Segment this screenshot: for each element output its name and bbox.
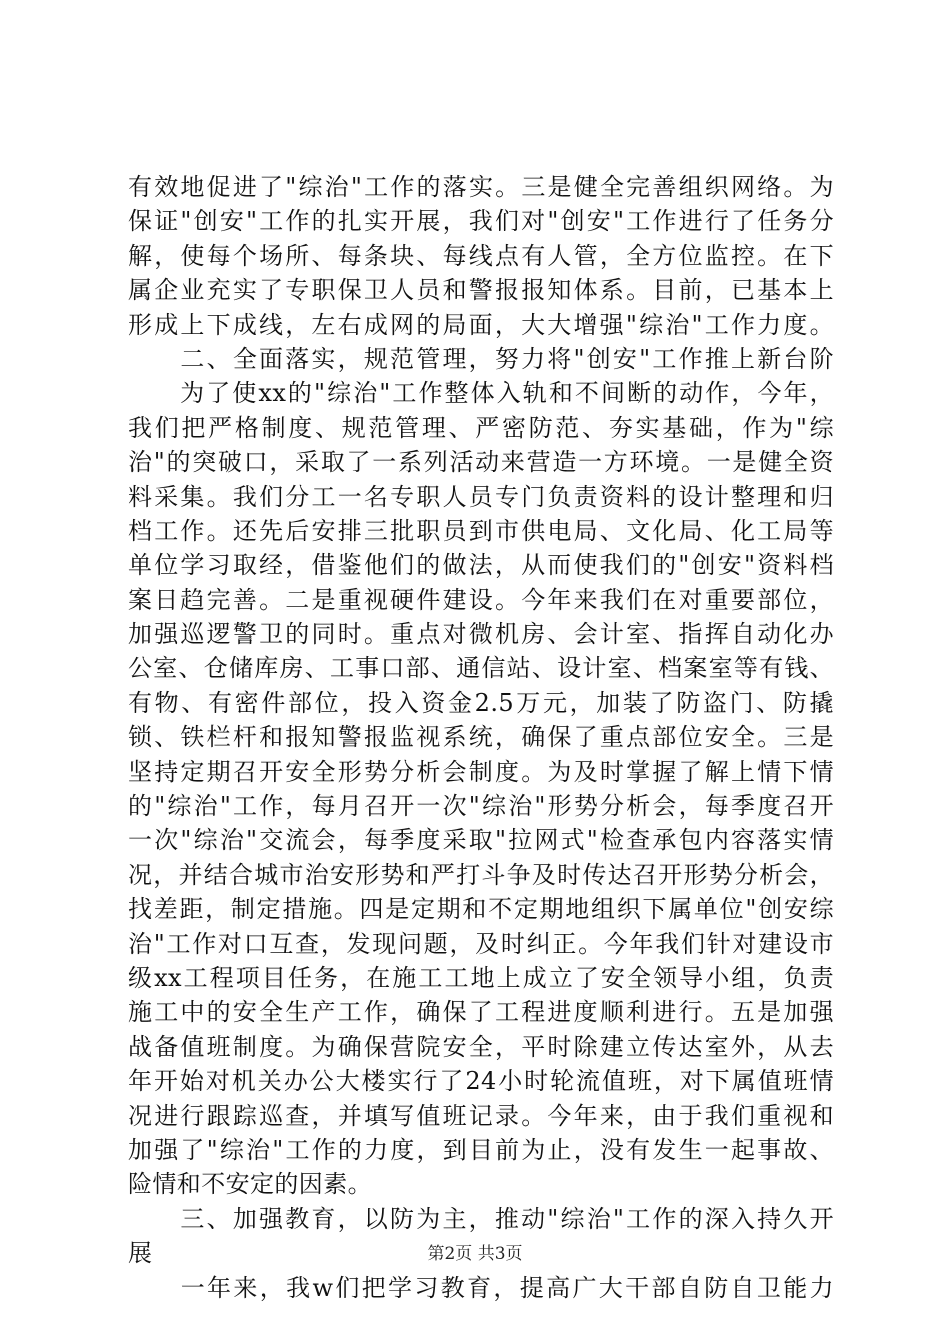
section-heading-3: 三、加强教育，以防为主，推动"综治"工作的深入持久开 bbox=[128, 1204, 834, 1233]
text-line: 加强巡逻警卫的同时。重点对微机房、会计室、指挥自动化办 bbox=[128, 620, 834, 649]
text-line: 单位学习取经，借鉴他们的做法，从而使我们的"创安"资料档 bbox=[128, 551, 834, 580]
text-line: 一次"综治"交流会，每季度采取"拉网式"检查承包内容落实情 bbox=[128, 826, 834, 855]
text-line: 属企业充实了专职保卫人员和警报报知体系。目前，已基本上 bbox=[128, 276, 834, 305]
text-line: 一年来，我w们把学习教育，提高广大干部自防自卫能力 bbox=[128, 1273, 834, 1302]
text-line: 档工作。还先后安排三批职员到市供电局、文化局、化工局等 bbox=[128, 516, 834, 545]
text-line: 施工中的安全生产工作，确保了工程进度顺利进行。五是加强 bbox=[128, 998, 834, 1027]
text-line: 级xx工程项目任务，在施工工地上成立了安全领导小组，负责 bbox=[128, 963, 834, 992]
text-line: 险情和不安定的因素。 bbox=[128, 1170, 372, 1199]
text-line: 展 bbox=[128, 1239, 153, 1268]
text-line: 锁、铁栏杆和报知警报监视系统，确保了重点部位安全。三是 bbox=[128, 723, 834, 752]
text-line: 解，使每个场所、每条块、每线点有人管，全方位监控。在下 bbox=[128, 241, 834, 270]
text-line: 形成上下成线，左右成网的局面，大大增强"综治"工作力度。 bbox=[128, 310, 834, 339]
text-line: 我们把严格制度、规范管理、严密防范、夯实基础，作为"综 bbox=[128, 413, 834, 442]
text-line: 案日趋完善。二是重视硬件建设。今年来我们在对重要部位， bbox=[128, 585, 834, 614]
text-line: 况，并结合城市治安形势和严打斗争及时传达召开形势分析会， bbox=[128, 860, 834, 889]
text-line: 为了使xx的"综治"工作整体入轨和不间断的动作，今年， bbox=[128, 379, 834, 408]
text-line: 坚持定期召开安全形势分析会制度。为及时掌握了解上情下情 bbox=[128, 757, 834, 786]
text-line: 有物、有密件部位，投入资金2.5万元，加装了防盗门、防撬 bbox=[128, 688, 834, 717]
text-line: 况进行跟踪巡查，并填写值班记录。今年来，由于我们重视和 bbox=[128, 1101, 834, 1130]
text-line: 保证"创安"工作的扎实开展，我们对"创安"工作进行了任务分 bbox=[128, 207, 834, 236]
text-line: 战备值班制度。为确保营院安全，平时除建立传达室外，从去 bbox=[128, 1032, 834, 1061]
text-line: 的"综治"工作，每月召开一次"综治"形势分析会，每季度召开 bbox=[128, 792, 834, 821]
text-line: 加强了"综治"工作的力度，到目前为止，没有发生一起事故、 bbox=[128, 1135, 834, 1164]
text-line: 年开始对机关办公大楼实行了24小时轮流值班，对下属值班情 bbox=[128, 1067, 834, 1096]
text-line: 治"的突破口，采取了一系列活动来营造一方环境。一是健全资 bbox=[128, 448, 834, 477]
page-footer: 第2页 共3页 bbox=[427, 1244, 523, 1264]
section-heading-2: 二、全面落实，规范管理，努力将"创安"工作推上新台阶 bbox=[128, 344, 834, 373]
text-line: 公室、仓储库房、工事口部、通信站、设计室、档案室等有钱、 bbox=[128, 654, 834, 683]
document-body bbox=[128, 170, 834, 1305]
text-line: 治"工作对口互查，发现问题，及时纠正。今年我们针对建设市 bbox=[128, 929, 834, 958]
text-line: 找差距，制定措施。四是定期和不定期地组织下属单位"创安综 bbox=[128, 895, 834, 924]
text-line: 料采集。我们分工一名专职人员专门负责资料的设计整理和归 bbox=[128, 482, 834, 511]
text-line: 有效地促进了"综治"工作的落实。三是健全完善组织网络。为 bbox=[128, 173, 834, 201]
